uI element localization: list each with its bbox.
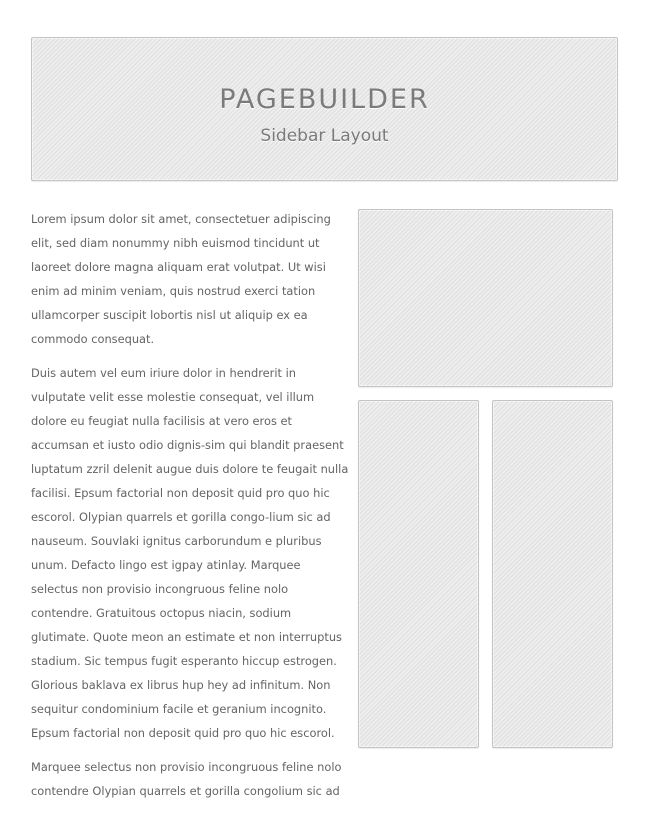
content-paragraph-3: Marquee selectus non provisio incongruous feline nolo contendre Olypian quarrels et gorilla congolium sic ad (31, 760, 342, 798)
sidebar-placeholder-bottom-left (358, 400, 479, 748)
main-content (31, 207, 349, 813)
content-paragraph-1: Lorem ipsum dolor sit amet, consectetuer adipiscing elit, sed diam nonummy nibh euismod tincidunt ut laoreet dolore magna aliquam erat volutpat. Ut wisi enim ad minim veniam, quis nostrud exerci tation ullamcorper suscipit lobortis nisl ut aliquip ex ea commodo consequat. (31, 212, 331, 346)
sidebar-placeholder-top (358, 209, 613, 387)
page-title: PAGEBUILDER (219, 84, 430, 115)
content-paragraph-2: Duis autem vel eum iriure dolor in hendrerit in vulputate velit esse molestie consequat, vel illum dolore eu feugiat nulla facilisis at vero eros et accumsan et iusto odio dignis-sim qui blandit praesent luptatum zzril delenit augue duis dolore te feugait nulla facilisi. Epsum factorial non deposit quid pro quo hic escorol. Olypian quarrels et gorilla congo-lium sic ad nauseum. Souvlaki ignitus carborundum e pluribus unum. Defacto lingo est igpay atinlay. Marquee selectus non provisio incongruous feline nolo contendre. Gratuitous octopus niacin, sodium glutimate. Quote meon an estimate et non interruptus stadium. Sic tempus fugit esperanto hiccup estrogen. Glorious baklava ex librus hup hey ad infinitum. Non sequitur condominium facile et geranium incognito. Epsum factorial non deposit quid pro quo hic escorol. (31, 366, 349, 740)
header-banner (31, 37, 618, 181)
sidebar-placeholder-bottom-right (492, 400, 613, 748)
page-subtitle: Sidebar Layout (260, 126, 389, 146)
